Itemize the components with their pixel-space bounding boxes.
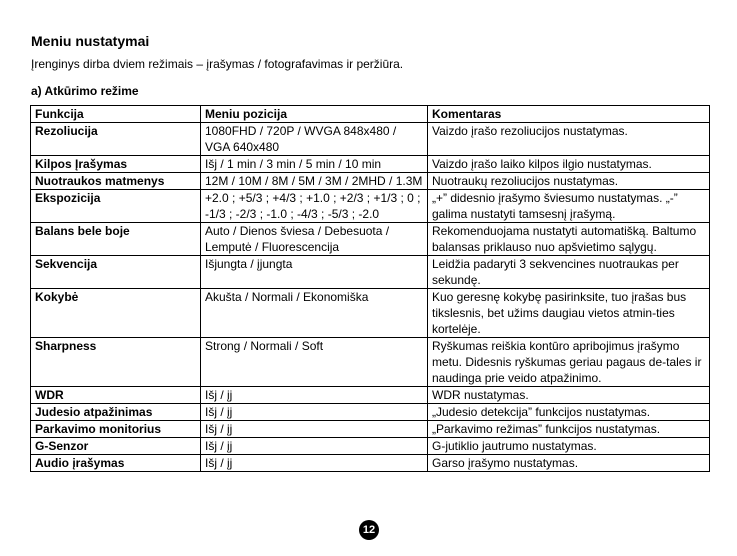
comment-cell: Garso įrašymo nustatymas. bbox=[428, 455, 710, 472]
table-row bbox=[31, 223, 710, 256]
table-row bbox=[31, 387, 710, 404]
function-cell: Parkavimo monitorius bbox=[31, 421, 201, 438]
table-row bbox=[31, 156, 710, 173]
section-heading: a) Atkūrimo režime bbox=[31, 84, 139, 98]
page-title: Meniu nustatymai bbox=[31, 33, 150, 49]
table-header-row bbox=[31, 106, 710, 123]
table-row bbox=[31, 338, 710, 387]
function-cell: Sharpness bbox=[31, 338, 201, 387]
page-number-badge: 12 bbox=[359, 520, 379, 540]
comment-cell: Nuotraukų rezoliucijos nustatymas. bbox=[428, 173, 710, 190]
function-cell: Audio įrašymas bbox=[31, 455, 201, 472]
menu-cell: Strong / Normali / Soft bbox=[201, 338, 428, 387]
table-row bbox=[31, 256, 710, 289]
menu-cell: Išj / įj bbox=[201, 421, 428, 438]
function-cell: Nuotraukos matmenys bbox=[31, 173, 201, 190]
intro-text: Įrenginys dirba dviem režimais – įrašymas / fotografavimas ir peržiūra. bbox=[31, 57, 404, 71]
menu-cell: Išj / įj bbox=[201, 387, 428, 404]
header-comment: Komentaras bbox=[428, 106, 710, 123]
menu-cell: 1080FHD / 720P / WVGA 848x480 / VGA 640x480 bbox=[201, 123, 428, 156]
menu-cell: Išj / įj bbox=[201, 438, 428, 455]
comment-cell: Kuo geresnę kokybę pasirinksite, tuo įrašas bus tikslesnis, bet užims daugiau vietos atmin-ties kortelėje. bbox=[428, 289, 710, 338]
menu-cell: Auto / Dienos šviesa / Debesuota / Lemputė / Fluorescencija bbox=[201, 223, 428, 256]
header-menu-position: Meniu pozicija bbox=[201, 106, 428, 123]
table-row bbox=[31, 289, 710, 338]
comment-cell: Vaizdo įrašo laiko kilpos ilgio nustatymas. bbox=[428, 156, 710, 173]
menu-cell: Išj / įj bbox=[201, 404, 428, 421]
table-row bbox=[31, 173, 710, 190]
table-row bbox=[31, 190, 710, 223]
comment-cell: Rekomenduojama nustatyti automatišką. Baltumo balansas priklauso nuo apšvietimo sąlygų. bbox=[428, 223, 710, 256]
function-cell: Judesio atpažinimas bbox=[31, 404, 201, 421]
comment-cell: Leidžia padaryti 3 sekvencines nuotraukas per sekundę. bbox=[428, 256, 710, 289]
comment-cell: Vaizdo įrašo rezoliucijos nustatymas. bbox=[428, 123, 710, 156]
settings-table bbox=[30, 105, 710, 472]
function-cell: Sekvencija bbox=[31, 256, 201, 289]
table-row bbox=[31, 404, 710, 421]
function-cell: Rezoliucija bbox=[31, 123, 201, 156]
header-function: Funkcija bbox=[31, 106, 201, 123]
function-cell: Kilpos Įrašymas bbox=[31, 156, 201, 173]
comment-cell: „Parkavimo režimas” funkcijos nustatymas. bbox=[428, 421, 710, 438]
menu-cell: Akušta / Normali / Ekonomiška bbox=[201, 289, 428, 338]
menu-cell: 12M / 10M / 8M / 5M / 3M / 2MHD / 1.3M bbox=[201, 173, 428, 190]
comment-cell: Ryškumas reiškia kontūro apribojimus įrašymo metu. Didesnis ryškumas geriau pagaus de-tales ir naudinga prie veido atpažinimo. bbox=[428, 338, 710, 387]
function-cell: Balans bele boje bbox=[31, 223, 201, 256]
menu-cell: Išj / 1 min / 3 min / 5 min / 10 min bbox=[201, 156, 428, 173]
comment-cell: G-jutiklio jautrumo nustatymas. bbox=[428, 438, 710, 455]
table-row bbox=[31, 123, 710, 156]
function-cell: WDR bbox=[31, 387, 201, 404]
comment-cell: „+” didesnio įrašymo šviesumo nustatymas. „-” galima nustatyti tamsesnį įrašymą. bbox=[428, 190, 710, 223]
menu-cell: Išjungta / įjungta bbox=[201, 256, 428, 289]
function-cell: Kokybė bbox=[31, 289, 201, 338]
function-cell: Ekspozicija bbox=[31, 190, 201, 223]
menu-cell: +2.0 ; +5/3 ; +4/3 ; +1.0 ; +2/3 ; +1/3 ; 0 ; -1/3 ; -2/3 ; -1.0 ; -4/3 ; -5/3 ; -2.0 bbox=[201, 190, 428, 223]
comment-cell: WDR nustatymas. bbox=[428, 387, 710, 404]
menu-cell: Išj / įj bbox=[201, 455, 428, 472]
comment-cell: „Judesio detekcija” funkcijos nustatymas. bbox=[428, 404, 710, 421]
function-cell: G-Senzor bbox=[31, 438, 201, 455]
table-row bbox=[31, 438, 710, 455]
table-row bbox=[31, 421, 710, 438]
table-row bbox=[31, 455, 710, 472]
